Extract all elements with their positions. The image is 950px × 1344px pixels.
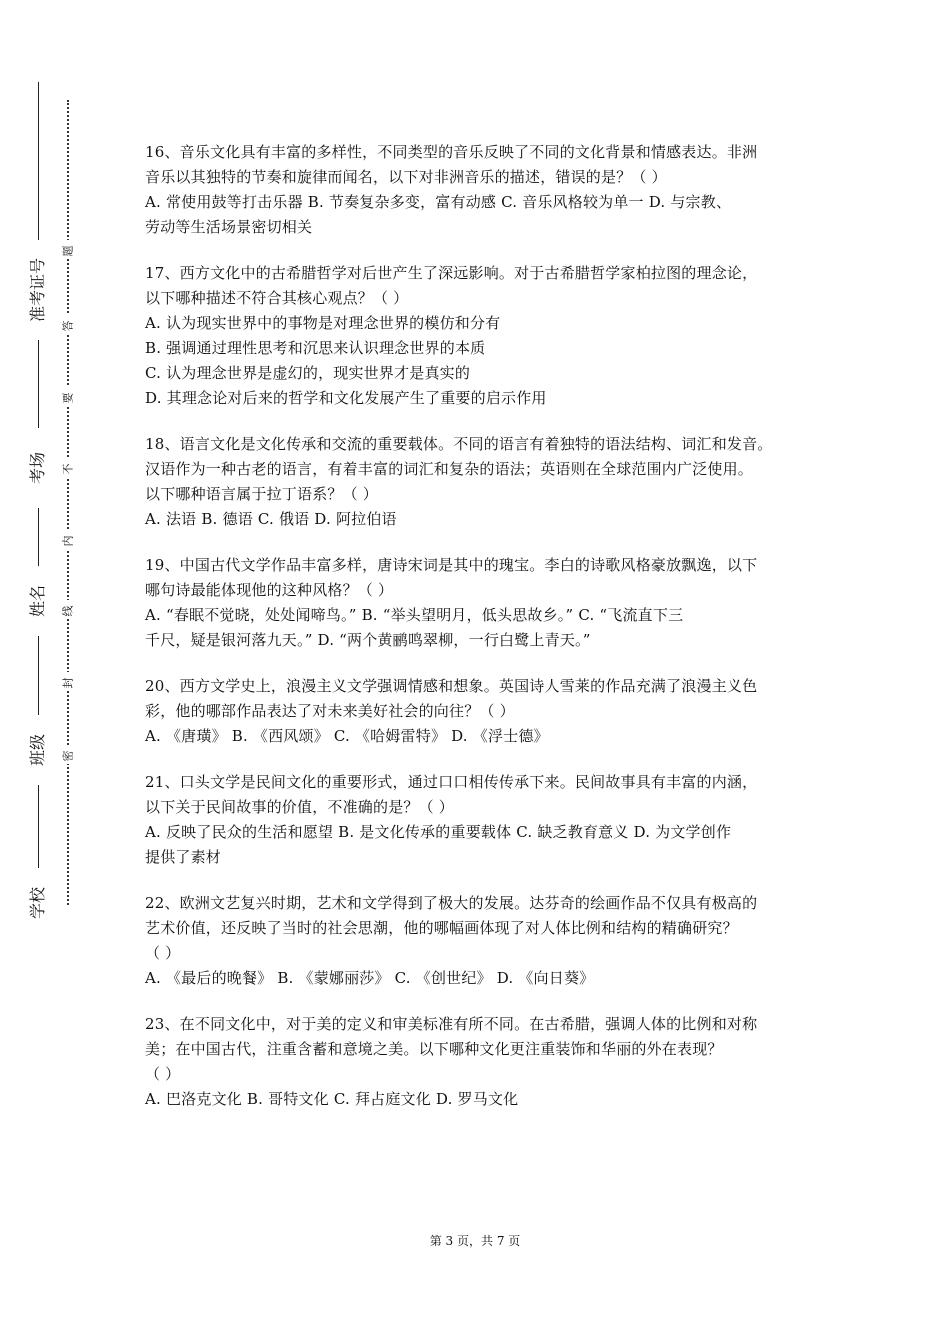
question-text-line: （ ） bbox=[145, 944, 181, 962]
question-text-line: A. 反映了民众的生活和愿望 B. 是文化传承的重要载体 C. 缺乏教育意义 D. 为文学创作 bbox=[145, 823, 732, 841]
question-text-line: 劳动等生活场景密切相关 bbox=[145, 218, 313, 236]
question-text-line: 提供了素材 bbox=[145, 848, 222, 866]
question-text-line: 19、中国古代文学作品丰富多样，唐诗宋词是其中的瑰宝。李白的诗歌风格豪放飘逸，以下 bbox=[145, 556, 758, 574]
question-text-line: 以下哪种描述不符合其核心观点？（ ） bbox=[145, 289, 409, 307]
seal-char: 线 bbox=[58, 600, 76, 619]
seal-char: 答 bbox=[58, 315, 76, 334]
question-text-line: D. 其理念论对后来的哲学和文化发展产生了重要的启示作用 bbox=[145, 389, 547, 407]
question-text-line: 以下哪种语言属于拉丁语系？（ ） bbox=[145, 485, 378, 503]
question-16 bbox=[145, 140, 815, 240]
question-18 bbox=[145, 432, 815, 532]
question-text-line: 21、口头文学是民间文化的重要形式，通过口口相传传承下来。民间故事具有丰富的内涵， bbox=[145, 773, 758, 791]
question-text-line: 20、西方文学史上，浪漫主义文学强调情感和想象。英国诗人雪莱的作品充满了浪漫主义色 bbox=[145, 677, 758, 695]
question-17 bbox=[145, 261, 815, 411]
question-text-line: B. 强调通过理性思考和沉思来认识理念世界的本质 bbox=[145, 339, 486, 357]
question-text-line: 美；在中国古代，注重含蓄和意境之美。以下哪种文化更注重装饰和华丽的外在表现？ bbox=[145, 1040, 723, 1058]
seal-char: 题 bbox=[58, 240, 76, 259]
question-text-line: 艺术价值，还反映了当时的社会思潮，他的哪幅画体现了对人体比例和结构的精确研究？ bbox=[145, 919, 738, 937]
seal-char: 内 bbox=[58, 530, 76, 549]
question-text-line: A. 《最后的晚餐》 B. 《蒙娜丽莎》 C. 《创世纪》 D. 《向日葵》 bbox=[145, 969, 595, 987]
question-text-line: 汉语作为一种古老的语言，有着丰富的词汇和复杂的语法；英语则在全球范围内广泛使用。 bbox=[145, 460, 754, 478]
question-text-line: 23、在不同文化中，对于美的定义和审美标准有所不同。在古希腊，强调人体的比例和对称 bbox=[145, 1015, 758, 1033]
question-20 bbox=[145, 674, 815, 749]
field-exam-number: 准考证号 bbox=[20, 240, 56, 340]
question-text-line: （ ） bbox=[145, 1065, 181, 1083]
question-text-line: 22、欧洲文艺复兴时期，艺术和文学得到了极大的发展。达芬奇的绘画作品不仅具有极高的 bbox=[145, 894, 758, 912]
field-exam-room: 考场 bbox=[20, 428, 56, 508]
field-class: 班级 bbox=[20, 715, 56, 785]
question-text-line: 千尺，疑是银河落九天。” D. “两个黄鹂鸣翠柳，一行白鹭上青天。” bbox=[145, 631, 591, 649]
page-footer: 第 3 页，共 7 页 bbox=[429, 1234, 521, 1248]
seal-char: 要 bbox=[58, 387, 76, 406]
question-text-line: 彩，他的哪部作品表达了对未来美好社会的向往？（ ） bbox=[145, 702, 515, 720]
question-text-line: A. 巴洛克文化 B. 哥特文化 C. 拜占庭文化 D. 罗马文化 bbox=[145, 1090, 519, 1108]
field-name: 姓名 bbox=[20, 566, 56, 636]
question-text-line: C. 认为理念世界是虚幻的，现实世界才是真实的 bbox=[145, 364, 471, 382]
field-school: 学校 bbox=[20, 868, 56, 938]
seal-char: 封 bbox=[58, 672, 76, 691]
question-text-line: A. “春眠不觉晓，处处闻啼鸟。” B. “举头望明月，低头思故乡。” C. “飞流直下三 bbox=[145, 606, 684, 624]
seal-char: 不 bbox=[58, 458, 76, 477]
question-text-line: A. 认为现实世界中的事物是对理念世界的模仿和分有 bbox=[145, 314, 501, 332]
binding-margin bbox=[0, 0, 120, 1344]
seal-char: 密 bbox=[58, 745, 76, 764]
question-text-line: 17、西方文化中的古希腊哲学对后世产生了深远影响。对于古希腊哲学家柏拉图的理念论， bbox=[145, 264, 758, 282]
question-text-line: A. 法语 B. 德语 C. 俄语 D. 阿拉伯语 bbox=[145, 510, 397, 528]
question-text-line: A. 常使用鼓等打击乐器 B. 节奏复杂多变，富有动感 C. 音乐风格较为单一 D. 与宗教、 bbox=[145, 193, 732, 211]
question-22 bbox=[145, 891, 815, 991]
question-text-line: 音乐以其独特的节奏和旋律而闻名，以下对非洲音乐的描述，错误的是？（ ） bbox=[145, 168, 667, 186]
question-text-line: A. 《唐璜》 B. 《西风颂》 C. 《哈姆雷特》 D. 《浮士德》 bbox=[145, 727, 549, 745]
question-text-line: 18、语言文化是文化传承和交流的重要载体。不同的语言有着独特的语法结构、词汇和发音。 bbox=[145, 435, 773, 453]
question-21 bbox=[145, 770, 815, 870]
question-text-line: 16、音乐文化具有丰富的多样性，不同类型的音乐反映了不同的文化背景和情感表达。非洲 bbox=[145, 143, 758, 161]
questions-area bbox=[145, 140, 815, 1133]
question-19 bbox=[145, 553, 815, 653]
question-text-line: 哪句诗最能体现他的这种风格？（ ） bbox=[145, 581, 394, 599]
question-text-line: 以下关于民间故事的价值，不准确的是？（ ） bbox=[145, 798, 454, 816]
question-23 bbox=[145, 1012, 815, 1112]
